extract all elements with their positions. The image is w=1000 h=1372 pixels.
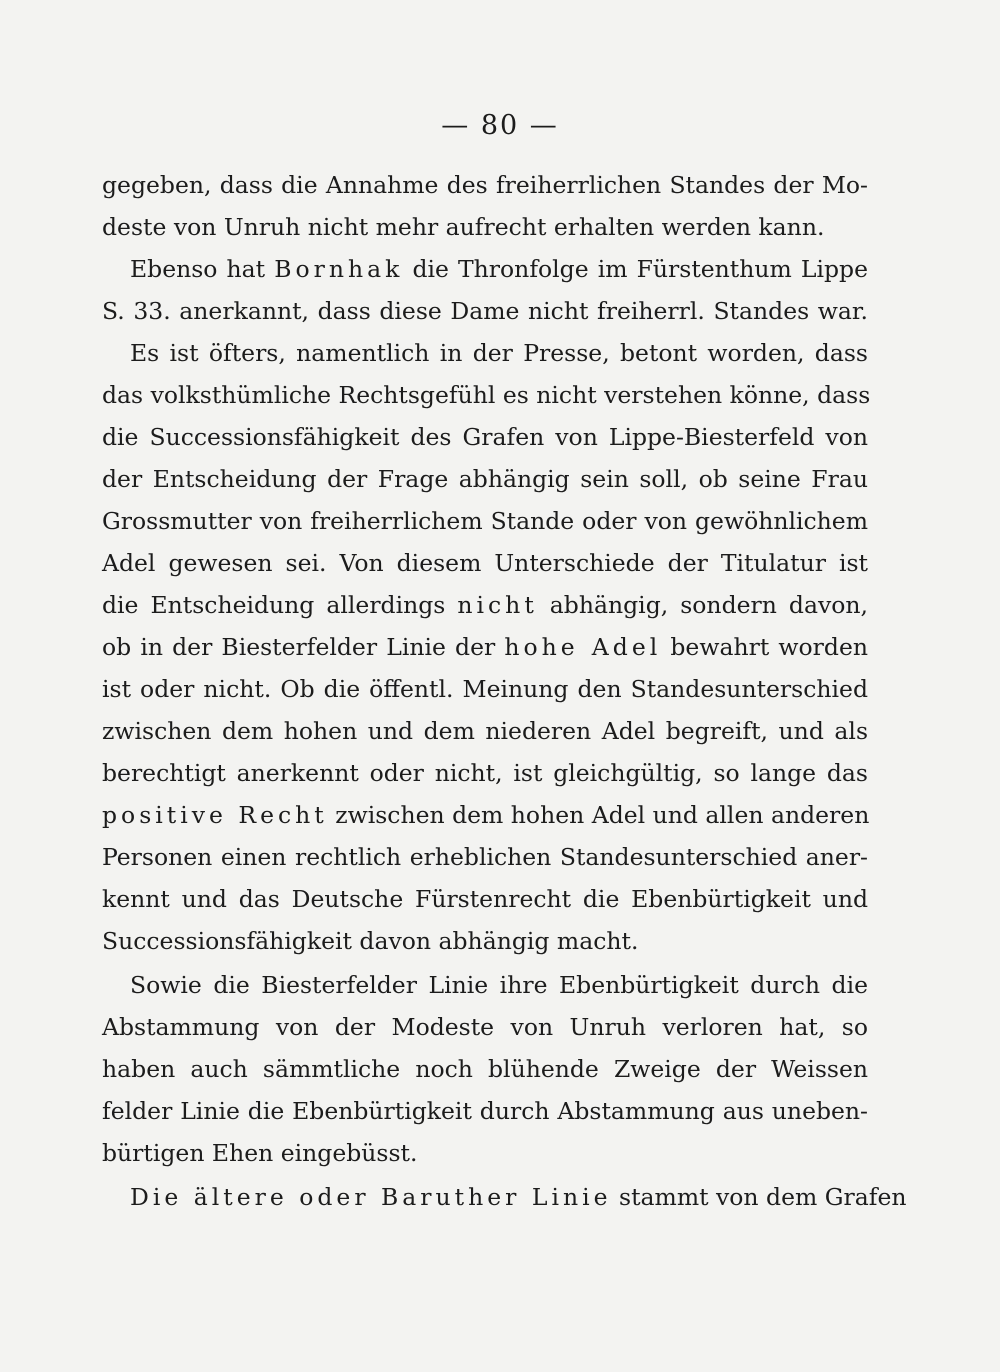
text-run: zwischen dem hohen Adel und allen anderen [327, 801, 870, 829]
emphasized-text: hohe Adel [504, 633, 662, 661]
text-line: Grossmutter von freiherrlichem Stande oder von gewöhnlichem [102, 507, 868, 535]
text-line: zwischen dem hohen und dem niederen Adel begreift, und als [102, 717, 868, 745]
text-run: die Entscheidung allerdings [102, 591, 458, 619]
text-line: haben auch sämmtliche noch blühende Zweige der Weissen [102, 1055, 868, 1083]
emphasized-text: nicht [457, 591, 538, 619]
text-line [102, 626, 868, 668]
text-run: stammt von dem Grafen [611, 1183, 907, 1211]
text-line: Abstammung von der Modeste von Unruh verloren hat, so [102, 1013, 868, 1041]
text-line: kennt und das Deutsche Fürstenrecht die Ebenbürtigkeit und [102, 885, 868, 913]
body-text [102, 164, 907, 1218]
text-line: felder Linie die Ebenbürtigkeit durch Abstammung aus uneben- [102, 1097, 868, 1125]
emphasized-text: Die ältere oder Baruther Linie [130, 1183, 612, 1211]
text-line [102, 584, 868, 626]
text-line: Personen einen rechtlich erheblichen Standesunterschied aner- [102, 843, 868, 871]
text-line: Adel gewesen sei. Von diesem Unterschiede der Titulatur ist [102, 549, 868, 577]
text-line: gegeben, dass die Annahme des freiherrlichen Standes der Mo- [102, 171, 868, 199]
text-run: Ebenso hat [130, 255, 275, 283]
text-line: ist oder nicht. Ob die öffentl. Meinung den Standesunterschied [102, 675, 868, 703]
text-line: deste von Unruh nicht mehr aufrecht erhalten werden kann. [102, 213, 825, 241]
text-line: Sowie die Biesterfelder Linie ihre Ebenbürtigkeit durch die [130, 971, 868, 999]
text-line: der Entscheidung der Frage abhängig sein soll, ob seine Frau [102, 465, 868, 493]
text-line: Es ist öfters, namentlich in der Presse, betont worden, dass [130, 339, 868, 367]
emphasized-text: Bornhak [274, 255, 404, 283]
text-line: Successionsfähigkeit davon abhängig macht. [102, 927, 639, 955]
text-line: die Successionsfähigkeit des Grafen von Lippe-Biesterfeld von [102, 423, 868, 451]
text-line: S. 33. anerkannt, dass diese Dame nicht freiherrl. Standes war. [102, 297, 868, 325]
text-run: ob in der Biesterfelder Linie der [102, 633, 505, 661]
text-line [102, 248, 868, 290]
text-run: die Thronfolge im Fürstenthum Lippe [403, 255, 868, 283]
text-run: abhängig, sondern davon, [537, 591, 868, 619]
text-run: bewahrt worden [661, 633, 868, 661]
text-line: bürtigen Ehen eingebüsst. [102, 1139, 418, 1167]
text-line: das volksthümliche Rechtsgefühl es nicht verstehen könne, dass [102, 381, 871, 409]
text-line: berechtigt anerkennt oder nicht, ist gleichgültig, so lange das [102, 759, 868, 787]
page-number: — 80 — [441, 110, 559, 141]
text-line [102, 794, 868, 836]
emphasized-text: positive Recht [102, 801, 328, 829]
text-line [102, 1176, 907, 1218]
